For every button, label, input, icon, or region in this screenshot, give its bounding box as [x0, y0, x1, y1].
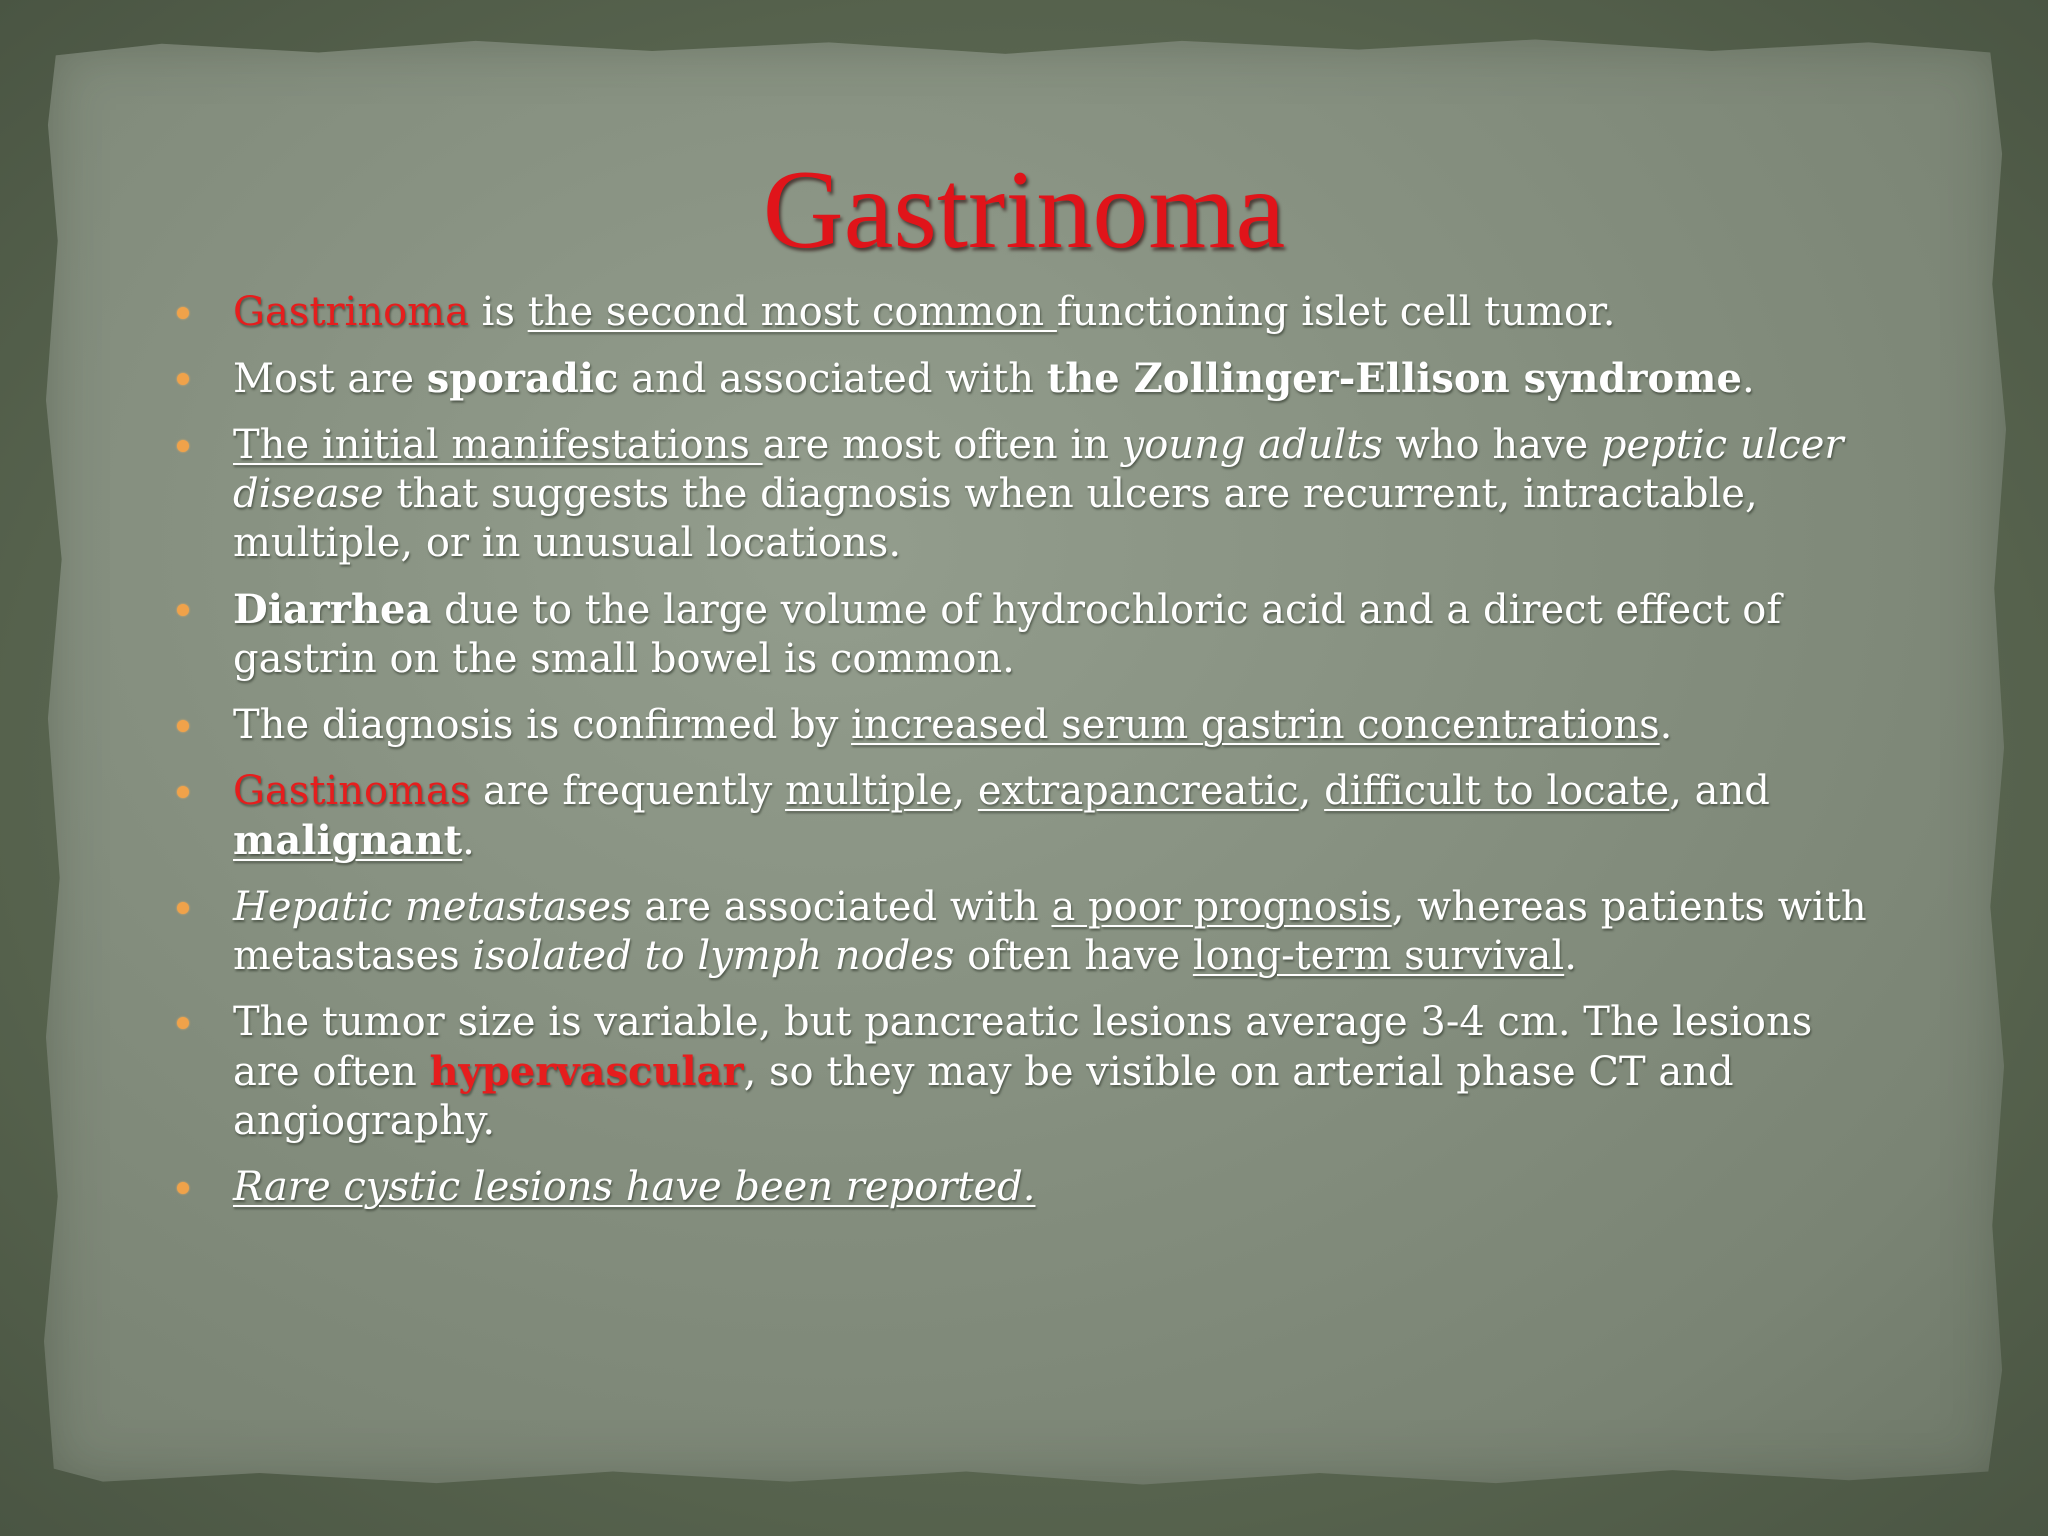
bullet-dot-icon — [177, 373, 189, 385]
bullet-dot-icon — [177, 1017, 189, 1029]
bullet-item — [175, 998, 1875, 1146]
bullet-text-segment: are most often in — [762, 422, 1122, 468]
bullet-item — [175, 585, 1875, 684]
bullet-text-segment: who have — [1382, 422, 1601, 468]
bullet-item — [175, 288, 1875, 337]
bullet-text-segment: extrapancreatic — [977, 768, 1299, 814]
bullet-dot-icon — [177, 720, 189, 732]
bullet-item — [175, 701, 1875, 750]
bullet-text-segment: , — [952, 768, 978, 814]
bullet-item — [175, 767, 1875, 866]
bullet-text-segment: peptic ulcer disease — [233, 422, 1844, 517]
bullet-text-segment: . — [1659, 702, 1673, 748]
bullet-text-segment: functioning islet cell tumor. — [1056, 289, 1616, 335]
bullet-text-segment: , so they may be visible on arterial phase CT and angiography. — [233, 1049, 1734, 1144]
bullet-dot-icon — [177, 604, 189, 616]
bullet-text-segment: the Zollinger-Ellison syndrome — [1046, 355, 1742, 402]
bullet-text-segment: young adults — [1121, 422, 1383, 468]
bullet-text-segment: long-term survival — [1192, 933, 1565, 979]
bullet-text-segment: The initial manifestations — [233, 422, 763, 468]
bullet-text-segment: are frequently — [470, 768, 785, 814]
bullet-text-segment: The diagnosis is confirmed by — [233, 702, 852, 748]
bullet-text-segment: and associated with — [618, 356, 1047, 402]
bullet-text-segment: multiple — [785, 768, 953, 814]
bullet-text-segment: The tumor size is variable, but pancreatic lesions average 3-4 cm. The lesions are often — [233, 999, 1813, 1095]
bullet-text-segment: . — [462, 818, 475, 864]
bullet-text-segment: , and — [1669, 768, 1770, 814]
bullet-text-segment: , — [1298, 768, 1325, 814]
bullet-text-segment: the second most common — [527, 289, 1057, 335]
bullet-text-segment: Rare cystic lesions have been reported. — [233, 1164, 1036, 1210]
bullet-text-segment: . — [1741, 356, 1755, 402]
bullet-text-segment: malignant — [233, 817, 463, 864]
bullet-text-segment: difficult to locate — [1324, 768, 1670, 814]
bullet-dot-icon — [177, 440, 189, 452]
bullet-item — [175, 883, 1875, 981]
bullet-text-segment: is — [468, 289, 528, 335]
bullet-text-segment: Gastinomas — [233, 768, 471, 814]
bullet-text-segment: that suggests the diagnosis when ulcers are recurrent, intractable, multiple, or in unusual locations. — [233, 471, 1758, 566]
bullet-text-segment: sporadic — [426, 355, 619, 402]
bullet-text-segment: are associated with — [631, 884, 1052, 930]
bullet-text-segment: increased serum gastrin concentrations — [851, 702, 1660, 748]
bullet-text-segment: Hepatic metastases — [233, 884, 632, 930]
bullet-dot-icon — [177, 307, 189, 319]
bullet-dot-icon — [177, 786, 189, 798]
bullet-dot-icon — [177, 1182, 189, 1194]
bullet-text-segment: Gastrinoma — [233, 289, 469, 335]
bullet-text-segment: due to the large volume of hydrochloric acid and a direct effect of gastrin on the small bowel is common. — [233, 587, 1782, 682]
bullet-text-segment: a poor prognosis — [1051, 884, 1392, 930]
slide-title: Gastrinoma — [762, 148, 1286, 272]
bullet-item — [175, 421, 1875, 568]
bullet-text-segment: hypervascular — [429, 1048, 744, 1095]
bullet-text-segment: . — [1564, 933, 1577, 979]
bullet-text-segment: isolated to lymph nodes — [472, 933, 955, 979]
bullet-text-segment: Diarrhea — [233, 586, 432, 633]
bullet-text-segment: , whereas patients with metastases — [233, 884, 1867, 979]
bullet-dot-icon — [177, 902, 189, 914]
bullet-list — [175, 288, 1875, 1229]
bullet-item — [175, 1163, 1875, 1212]
bullet-text-segment: often have — [954, 933, 1193, 979]
bullet-text-segment: Most are — [233, 356, 427, 402]
bullet-item — [175, 354, 1875, 404]
